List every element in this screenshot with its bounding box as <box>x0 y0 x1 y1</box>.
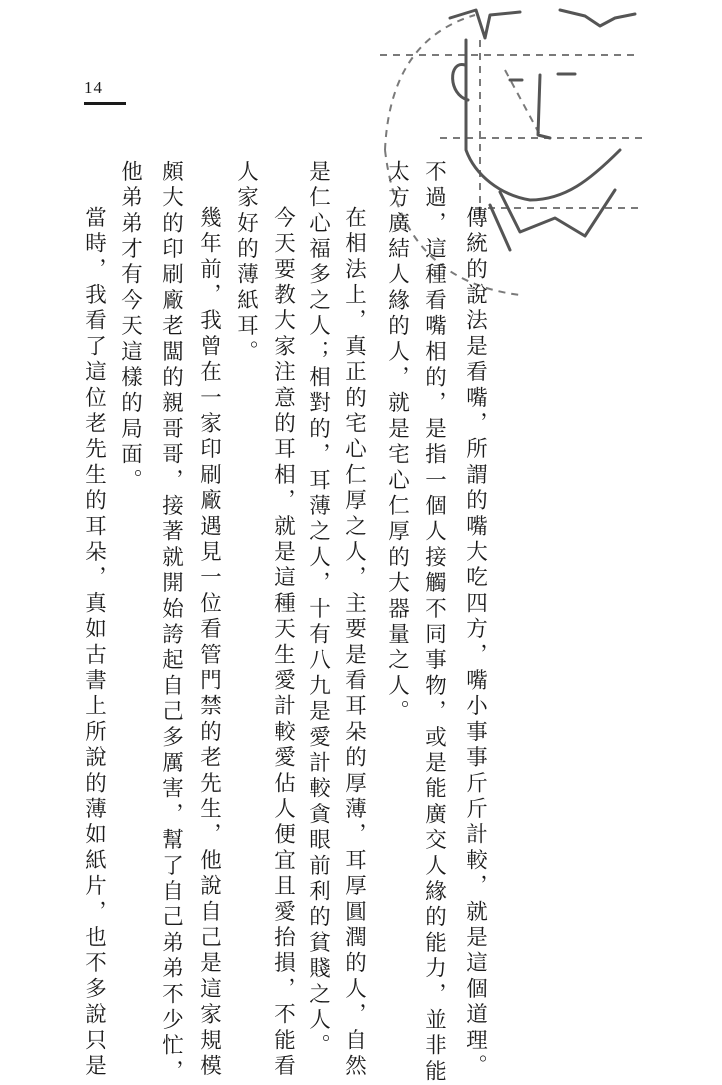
text-column-11: 當時，我看了這位老先生的耳朵，真如古書上所說的薄如紙片，也不多說只是 <box>81 206 107 1080</box>
text-column-7: 人家好的薄紙耳。 <box>233 160 259 366</box>
text-column-9: 頗大的印刷廠老闆的親哥哥，接著就開始誇起自己多厲害，幫了自己弟弟不少忙， <box>158 160 184 1085</box>
text-column-3: 太方廣結人緣的人，就是宅心仁厚的大器量之人。 <box>384 160 410 726</box>
page-number-rule <box>84 102 126 105</box>
text-column-8: 幾年前，我曾在一家印刷廠遇見一位看管門禁的老先生，他說自己是這家規模 <box>196 206 222 1080</box>
text-column-1: 傳統的說法是看嘴，所謂的嘴大吃四方，嘴小事事斤斤計較，就是這個道理。 <box>462 206 488 1080</box>
text-column-5: 是仁心福多之人；相對的，耳薄之人，十有八九是愛計較貪眼前利的貧賤之人。 <box>305 160 331 1060</box>
text-column-4: 在相法上，真正的宅心仁厚之人，主要是看耳朵的厚薄，耳厚圓潤的人，自然 <box>341 206 367 1080</box>
text-column-6: 今天要教大家注意的耳相，就是這種天生愛計較愛佔人便宜且愛抬損，不能看 <box>270 206 296 1080</box>
text-column-2: 不過，這種看嘴相的，是指一個人接觸不同事物，或是能廣交人緣的能力，並非能 <box>421 160 447 1085</box>
page-number: 14 <box>84 78 103 97</box>
text-column-10: 他弟弟才有今天這樣的局面。 <box>117 160 143 495</box>
